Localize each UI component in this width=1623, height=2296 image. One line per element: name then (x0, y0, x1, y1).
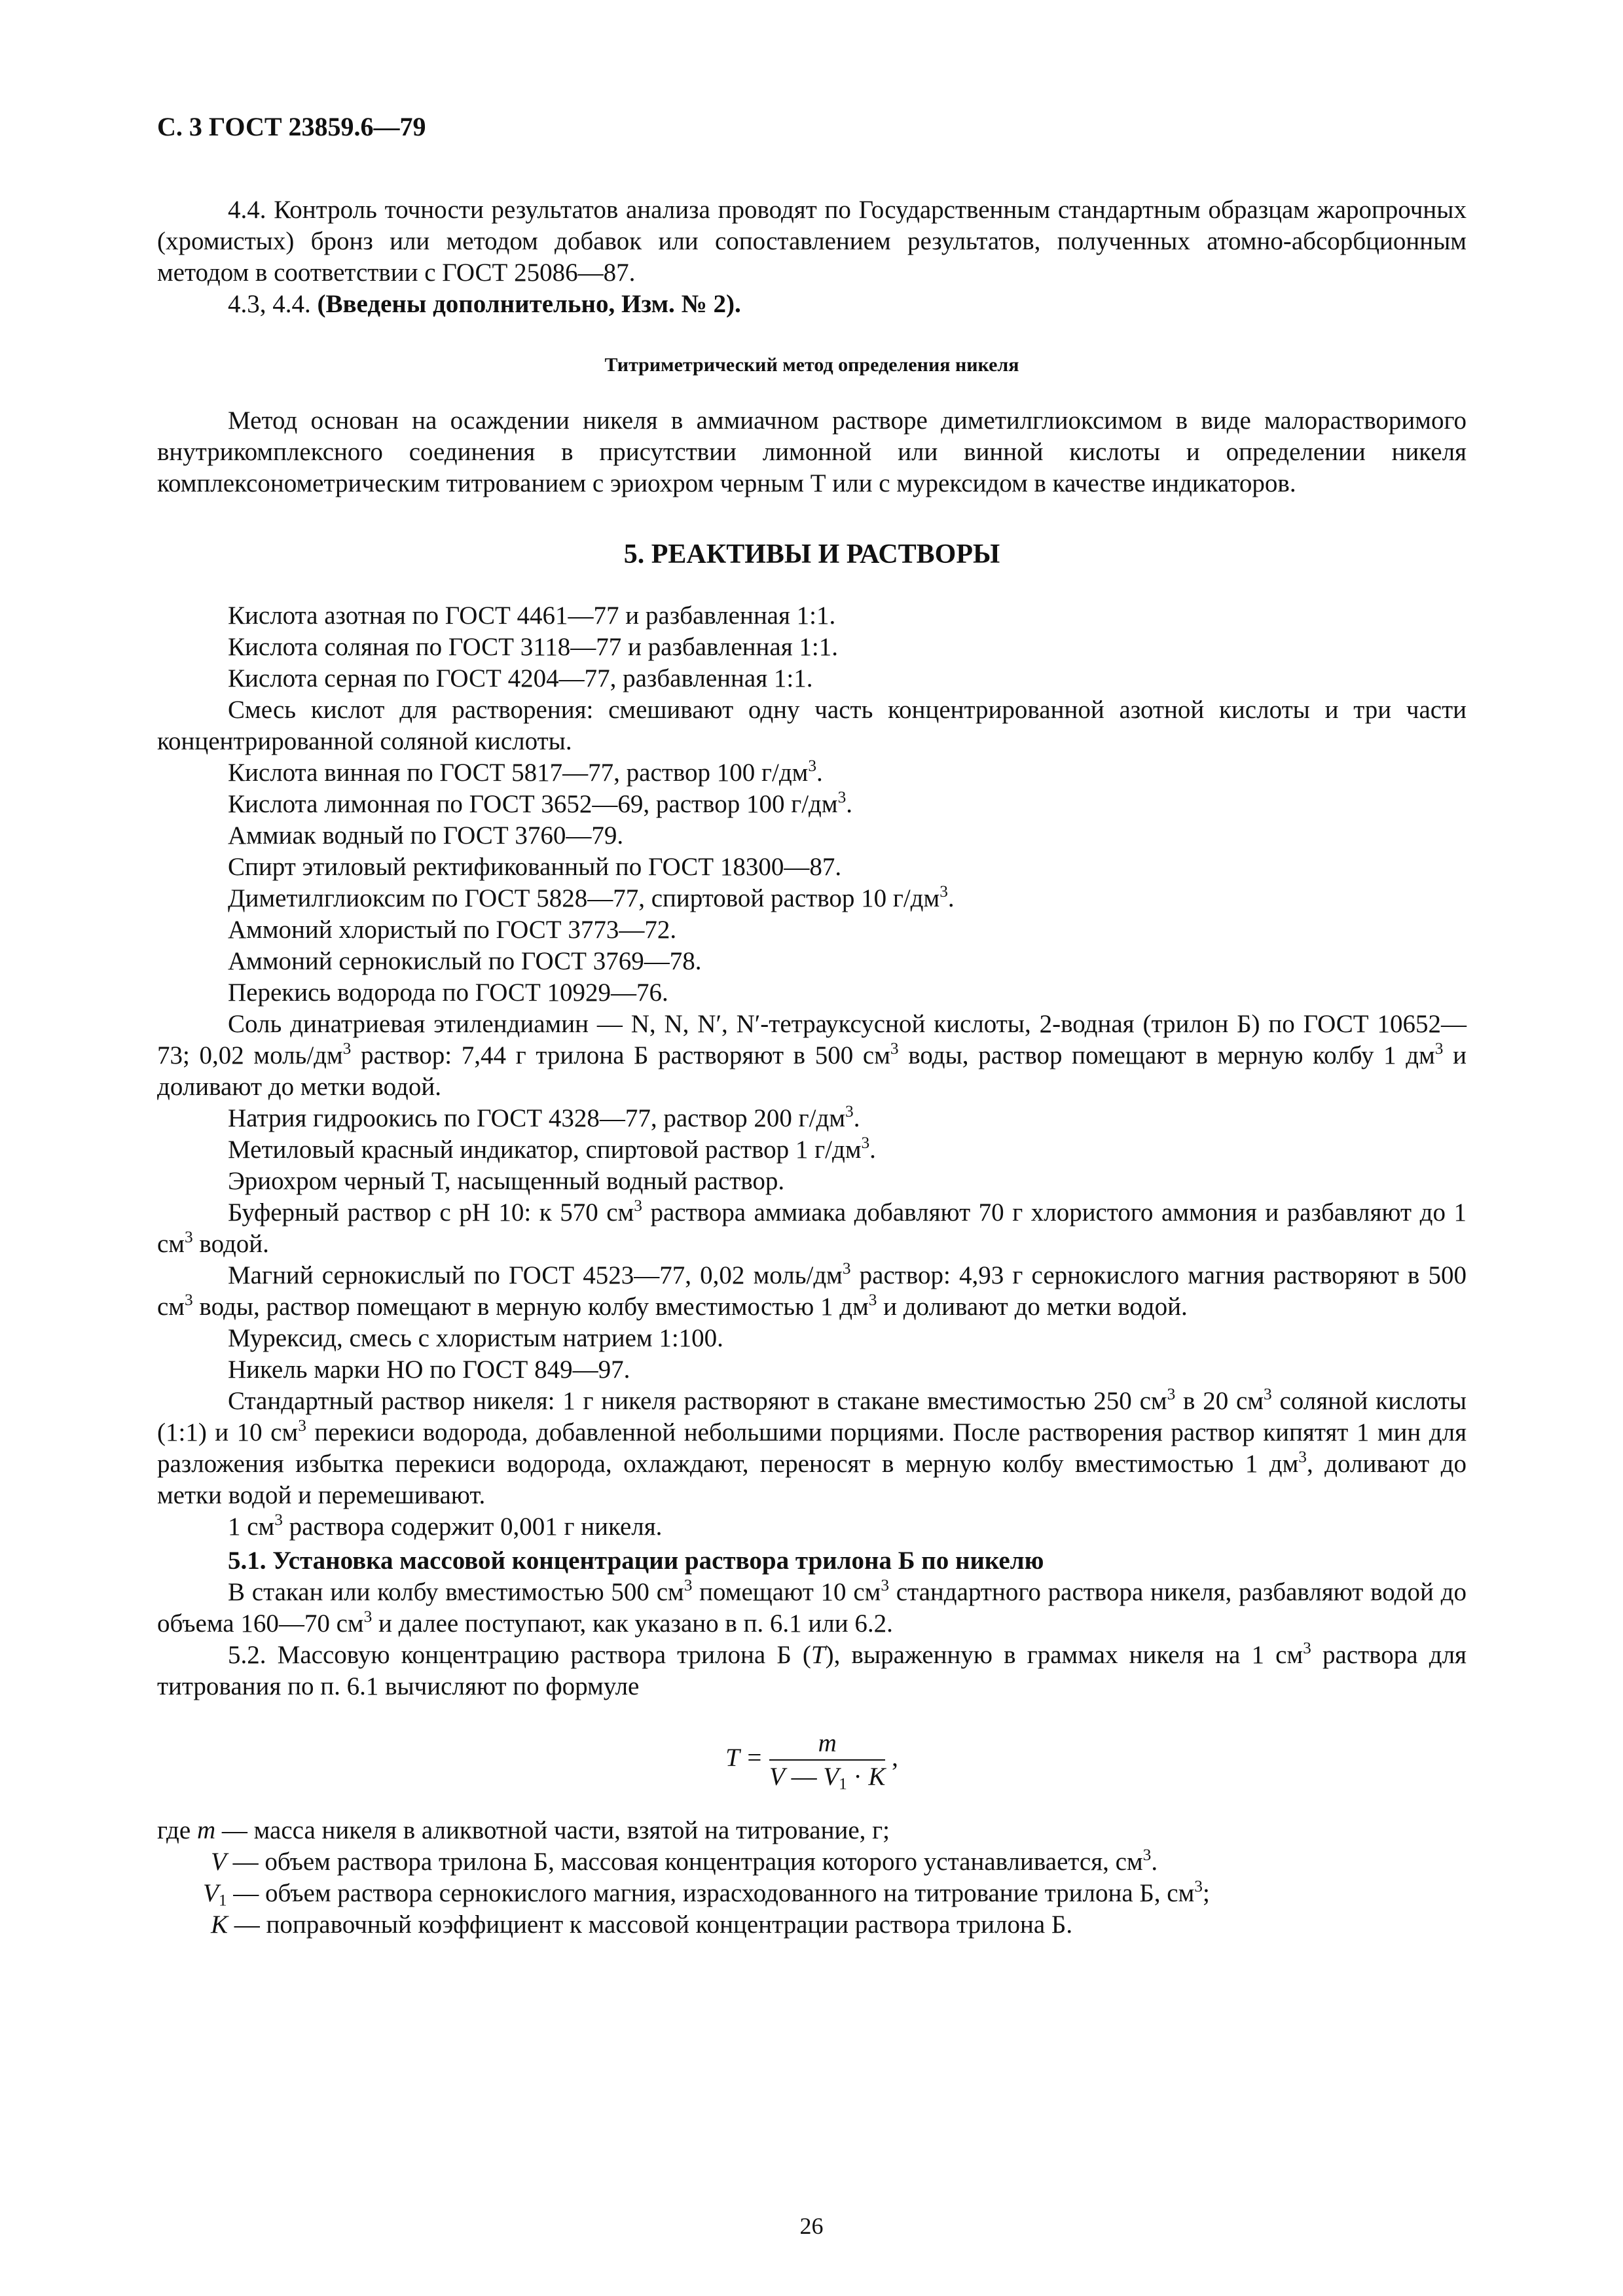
superscript: 3 (342, 1039, 352, 1058)
reagent-5 (157, 757, 1467, 789)
reagent-4: Смесь кислот для растворения: смешивают одну часть концентрированной азотной кислоты и три части концентрированной соляной кислоты. (157, 696, 1467, 755)
superscript: 3 (1167, 1384, 1176, 1403)
amendment-note: (Введены дополнительно, Изм. № 2). (317, 290, 741, 318)
where-K-text: — поправочный коэффициент к массовой концентрации раствора трилона Б. (228, 1910, 1073, 1939)
period: . (846, 790, 852, 818)
period: . (1151, 1848, 1158, 1876)
superscript: 3 (890, 1039, 899, 1058)
superscript: 3 (845, 1102, 854, 1121)
reagent-16: Эриохром черный Т, насыщенный водный раствор. (228, 1167, 785, 1195)
reagent-18-text-c: воды, раствор помещают в мерную колбу вместимостью 1 дм (192, 1293, 869, 1321)
where-V (157, 1846, 1467, 1878)
paragraph-4-3-4-4 (157, 289, 1467, 320)
period: . (947, 884, 955, 912)
reagent-7: Аммиак водный по ГОСТ 3760—79. (228, 821, 624, 850)
superscript: 3 (842, 1259, 851, 1278)
reagent-17-text-a: Буферный раствор с рН 10: к 570 см (228, 1198, 634, 1227)
sub-1: 1 (218, 1891, 227, 1910)
reagent-19: Мурексид, смесь с хлористым натрием 1:100. (228, 1324, 723, 1352)
formula (157, 1729, 1467, 1791)
reagent-9-text: Диметилглиоксим по ГОСТ 5828—77, спиртовой раствор 10 г/дм (228, 884, 940, 912)
superscript: 3 (274, 1510, 283, 1529)
sym-m: m (196, 1816, 216, 1844)
sym-K: K (211, 1910, 228, 1939)
reagent-6-text: Кислота лимонная по ГОСТ 3652—69, раствор 100 г/дм (228, 790, 838, 818)
paragraph-5-1-text-d: и далее поступают, как указано в п. 6.1 или 6.2. (372, 1609, 893, 1638)
den-V: V (769, 1763, 785, 1791)
reagent-18 (157, 1260, 1467, 1323)
reagent-13-text-b: раствор: 7,44 г трилона Б растворяют в 500 см (351, 1041, 890, 1069)
reagent-21-text-a: Стандартный раствор никеля: 1 г никеля растворяют в стакане вместимостью 250 см (228, 1387, 1167, 1415)
superscript: 3 (861, 1133, 870, 1152)
clause-ref: 4.3, 4.4. (228, 290, 311, 318)
superscript: 3 (1264, 1384, 1272, 1403)
document-page (157, 111, 1467, 1941)
where-V1-text: — объем раствора сернокислого магния, израсходованного на титрование трилона Б, см (227, 1879, 1195, 1907)
den-sub: 1 (839, 1774, 847, 1793)
reagent-21 (157, 1386, 1467, 1511)
superscript: 3 (185, 1290, 193, 1309)
superscript: 3 (1194, 1876, 1203, 1895)
superscript: 3 (1298, 1447, 1307, 1466)
sym-V1: V (203, 1879, 219, 1907)
reagent-13 (157, 1009, 1467, 1103)
reagent-11: Аммоний сернокислый по ГОСТ 3769—78. (228, 947, 702, 975)
reagent-3: Кислота серная по ГОСТ 4204—77, разбавленная 1:1. (228, 664, 813, 692)
reagent-18-text-b: раствор: 4,93 г сернокислого магния растворяют в 500 см (157, 1261, 1467, 1321)
formula-lhs: T = (725, 1743, 763, 1772)
paragraph-5-2-text-c: раствора для титрования по п. 6.1 вычисляют по формуле (157, 1641, 1467, 1700)
paragraph-5-1 (157, 1577, 1467, 1640)
section-5-title: 5. РЕАКТИВЫ И РАСТВОРЫ (623, 539, 1000, 569)
superscript: 3 (1303, 1638, 1311, 1657)
reagent-13-text-a: Соль динатриевая этилендиамин — N, N, N′, N′-тетрауксусной кислоты, 2-водная (трилон Б) по ГОСТ 10652—73; 0,02 моль/дм (157, 1010, 1467, 1069)
reagent-1: Кислота азотная по ГОСТ 4461—77 и разбавленная 1:1. (228, 601, 836, 630)
den-dot: · (847, 1763, 869, 1791)
reagent-17-text-b: раствора аммиака добавляют 70 г хлористого аммония и разбавляют до 1 см (157, 1198, 1467, 1258)
superscript: 3 (185, 1227, 193, 1246)
reagent-13-text-c: воды, раствор помещают в мерную колбу 1 дм (898, 1041, 1435, 1069)
reagent-8: Спирт этиловый ректификованный по ГОСТ 18300—87. (228, 853, 842, 881)
reagent-21-text-c: соляной кислоты (1:1) и 10 см (157, 1387, 1467, 1446)
paragraph-5-2-text-b: ), выраженную в граммах никеля на 1 см (825, 1641, 1304, 1669)
reagent-18-text-a: Магний сернокислый по ГОСТ 4523—77, 0,02 моль/дм (228, 1261, 843, 1289)
section-5-1-title: 5.1. Установка массовой концентрации раствора трилона Б по никелю (228, 1547, 1044, 1575)
superscript: 3 (808, 756, 817, 775)
reagent-14 (157, 1103, 1467, 1134)
formula-comma: , (885, 1743, 898, 1772)
superscript: 3 (1434, 1039, 1444, 1058)
reagent-6 (157, 789, 1467, 820)
reagent-15 (157, 1134, 1467, 1166)
paragraph-5-2-text-a: 5.2. Массовую концентрацию раствора трилона Б ( (228, 1641, 811, 1669)
where-K (157, 1909, 1467, 1941)
den-K: K (868, 1763, 886, 1791)
reagent-12: Перекись водорода по ГОСТ 10929—76. (228, 978, 668, 1007)
reagent-22-text-a: 1 см (228, 1513, 275, 1541)
page-header: С. 3 ГОСТ 23859.6—79 (157, 112, 426, 141)
superscript: 3 (837, 787, 847, 806)
paragraph-5-1-text-a: В стакан или колбу вместимостью 500 см (228, 1578, 684, 1606)
superscript: 3 (1142, 1845, 1152, 1864)
where-V-text: — объем раствора трилона Б, массовая концентрация которого устанавливается, см (226, 1848, 1143, 1876)
period: . (853, 1104, 860, 1132)
reagent-15-text: Метиловый красный индикатор, спиртовой раствор 1 г/дм (228, 1136, 862, 1164)
symbol-T: Т (811, 1641, 826, 1669)
reagent-22 (157, 1511, 1467, 1543)
superscript: 3 (363, 1607, 373, 1626)
paragraph-4-4: 4.4. Контроль точности результатов анализа проводят по Государственным стандартным образцам жаропрочных (хромистых) бронз или методом добавок или сопоставлением результатов, полученных атомно-абсорбционным методом в соответствии с ГОСТ 25086—87. (157, 196, 1467, 287)
method-subtitle: Титриметрический метод определения никеля (604, 354, 1019, 376)
period: . (816, 759, 823, 787)
reagent-2: Кислота соляная по ГОСТ 3118—77 и разбавленная 1:1. (228, 633, 839, 661)
formula-denominator (769, 1761, 885, 1791)
reagent-21-text-e: , доливают до метки водой и перемешивают. (157, 1450, 1467, 1509)
where-V1 (157, 1878, 1467, 1909)
den-minus: — (784, 1763, 824, 1791)
page-number: 26 (799, 2213, 824, 2239)
sym-V: V (211, 1848, 227, 1876)
paragraph-5-2 (157, 1640, 1467, 1702)
reagent-21-text-b: в 20 см (1175, 1387, 1264, 1415)
formula-numerator: m (769, 1729, 885, 1761)
superscript: 3 (298, 1416, 306, 1435)
where-label: где (157, 1816, 197, 1844)
paragraph-5-1-text-b: помещают 10 см (692, 1578, 881, 1606)
superscript: 3 (634, 1196, 642, 1215)
reagent-17-text-c: водой. (192, 1230, 269, 1258)
reagent-17 (157, 1197, 1467, 1260)
superscript: 3 (939, 882, 948, 901)
reagent-5-text: Кислота винная по ГОСТ 5817—77, раствор 100 г/дм (228, 759, 809, 787)
reagent-14-text: Натрия гидроокись по ГОСТ 4328—77, раствор 200 г/дм (228, 1104, 846, 1132)
method-description: Метод основан на осаждении никеля в аммиачном растворе диметилглиоксимом в виде малорастворимого внутрикомплексного соединения в присутствии лимонной или винной кислоты и определении никеля комплексонометрическим титрованием с эриохром черным Т или с мурексидом в качестве индикаторов. (157, 406, 1467, 497)
reagent-13-text-d: и доливают до метки водой. (157, 1041, 1467, 1101)
superscript: 3 (868, 1290, 877, 1309)
formula-fraction (769, 1729, 885, 1791)
superscript: 3 (881, 1575, 889, 1594)
paragraph-5-1-text-c: стандартного раствора никеля, разбавляют водой до объема 160—70 см (157, 1578, 1467, 1638)
reagent-21-text-d: перекиси водорода, добавленной небольшими порциями. После растворения раствор кипятят 1 мин для разложения избытка перекиси водорода, охлаждают, переносят в мерную колбу вместимостью 1 дм (157, 1418, 1467, 1478)
semicolon: ; (1202, 1879, 1210, 1907)
where-m-text: — масса никеля в аликвотной части, взятой на титрование, г; (215, 1816, 890, 1844)
where-m (157, 1815, 1467, 1846)
reagent-9 (157, 883, 1467, 914)
reagent-10: Аммоний хлористый по ГОСТ 3773—72. (228, 916, 677, 944)
reagent-22-text-b: раствора содержит 0,001 г никеля. (282, 1513, 663, 1541)
period: . (869, 1136, 876, 1164)
reagent-20: Никель марки НО по ГОСТ 849—97. (228, 1355, 630, 1384)
superscript: 3 (684, 1575, 693, 1594)
reagent-18-text-d: и доливают до метки водой. (877, 1293, 1188, 1321)
den-V1: V (823, 1763, 839, 1791)
